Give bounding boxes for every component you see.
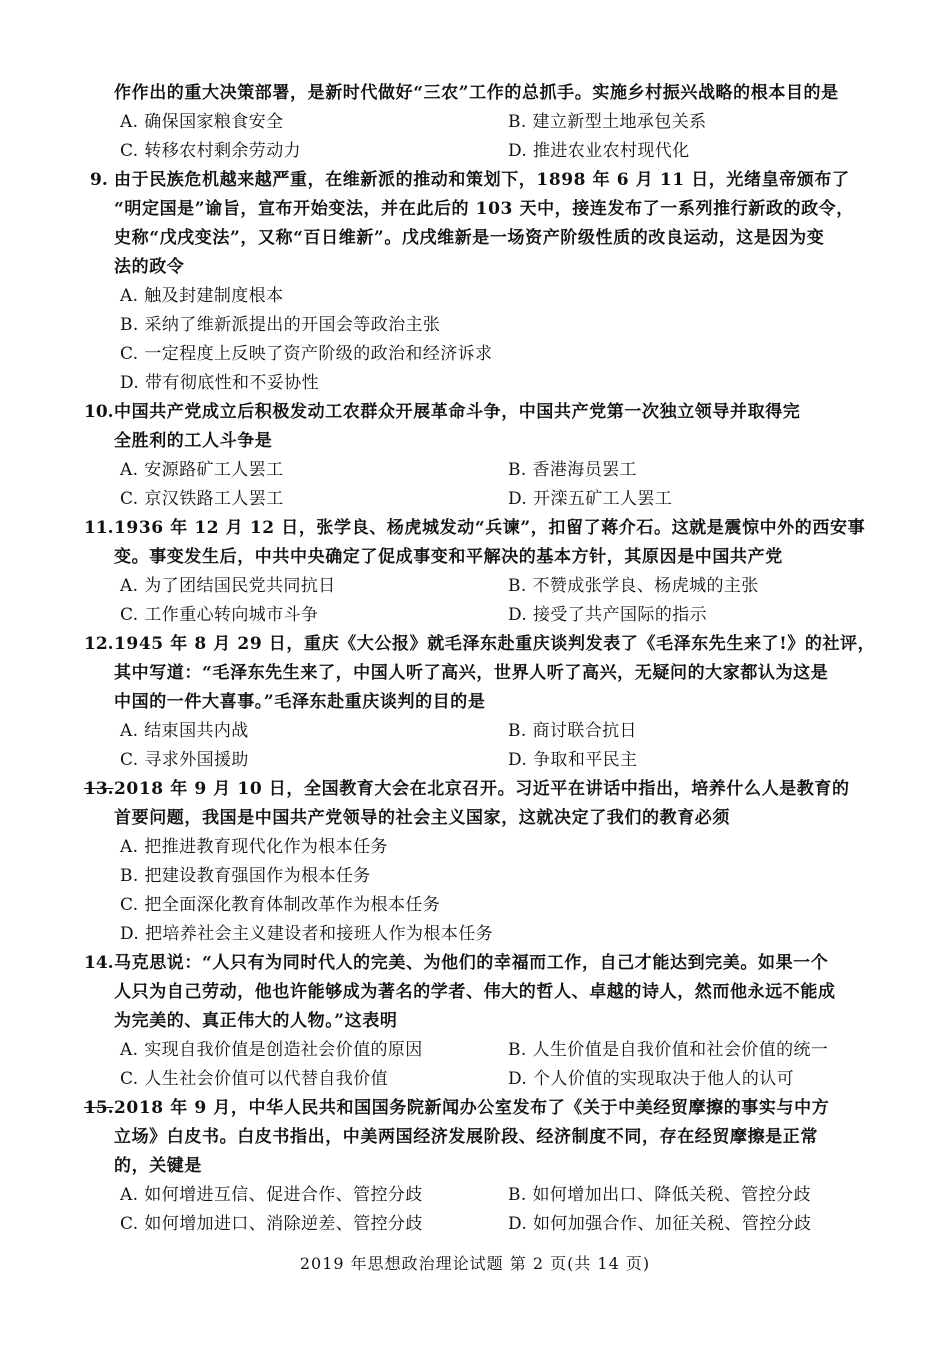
- question-stem-line: 马克思说：“人只有为同时代人的完美、为他们的幸福而工作，自己才能达到完美。如果一个: [114, 953, 829, 973]
- option-c: C. 一定程度上反映了资产阶级的政治和经济诉求: [120, 344, 493, 364]
- question-number: 13.: [84, 779, 114, 799]
- question-number: 9.: [90, 170, 108, 190]
- option-a: A. 确保国家粮食安全: [120, 112, 284, 132]
- option-d: D. 把培养社会主义建设者和接班人作为根本任务: [120, 924, 494, 944]
- option-b: B. 人生价值是自我价值和社会价值的统一: [508, 1040, 829, 1060]
- question-stem-line: 法的政令: [114, 257, 185, 277]
- option-c: C. 寻求外国援助: [120, 750, 249, 770]
- option-d: D. 如何加强合作、加征关税、管控分歧: [508, 1214, 812, 1234]
- question-stem-line: 人只为自己劳动，他也许能够成为著名的学者、伟大的哲人、卓越的诗人，然而他永远不能成: [114, 982, 836, 1002]
- question-number: 15.: [84, 1098, 114, 1118]
- question-stem-line: 作作出的重大决策部署，是新时代做好“三农”工作的总抓手。实施乡村振兴战略的根本目的是: [114, 83, 839, 103]
- option-c: C. 把全面深化教育体制改革作为根本任务: [120, 895, 441, 915]
- option-c: C. 工作重心转向城市斗争: [120, 605, 319, 625]
- option-d: D. 争取和平民主: [508, 750, 638, 770]
- question-stem-line: 其中写道：“毛泽东先生来了，中国人听了高兴，世界人听了高兴，无疑问的大家都认为这是: [114, 663, 829, 683]
- option-b: B. 建立新型土地承包关系: [508, 112, 707, 132]
- option-a: A. 如何增进互信、促进合作、管控分歧: [120, 1185, 423, 1205]
- question-stem-line: 2018 年 9 月，中华人民共和国国务院新闻办公室发布了《关于中美经贸摩擦的事实与中方: [114, 1098, 830, 1118]
- question-stem-line: 全胜利的工人斗争是: [114, 431, 273, 451]
- question-stem-line: 中国的一件大喜事。”毛泽东赴重庆谈判的目的是: [114, 692, 486, 712]
- question-stem-line: 2018 年 9 月 10 日，全国教育大会在北京召开。习近平在讲话中指出，培养什么人是教育的: [114, 779, 850, 799]
- question-stem-line: 立场》白皮书。白皮书指出，中美两国经济发展阶段、经济制度不同，存在经贸摩擦是正常: [114, 1127, 818, 1147]
- option-b: B. 香港海员罢工: [508, 460, 637, 480]
- option-d: D. 带有彻底性和不妥协性: [120, 373, 320, 393]
- option-d: D. 推进农业农村现代化: [508, 141, 690, 161]
- question-stem-line: 1945 年 8 月 29 日，重庆《大公报》就毛泽东赴重庆谈判发表了《毛泽东先生来了!》的社评，: [114, 634, 876, 654]
- question-stem-line: 1936 年 12 月 12 日，张学良、杨虎城发动“兵谏”，扣留了蒋介石。这就是震惊中外的西安事: [114, 518, 866, 538]
- question-stem-line: 的，关键是: [114, 1156, 202, 1176]
- question-stem-line: 中国共产党成立后积极发动工农群众开展革命斗争，中国共产党第一次独立领导并取得完: [114, 402, 801, 422]
- option-b: B. 不赞成张学良、杨虎城的主张: [508, 576, 759, 596]
- question-stem-line: 首要问题，我国是中国共产党领导的社会主义国家，这就决定了我们的教育必须: [114, 808, 730, 828]
- option-a: A. 实现自我价值是创造社会价值的原因: [120, 1040, 423, 1060]
- question-stem-line: “明定国是”谕旨，宣布开始变法，并在此后的 103 天中，接连发布了一系列推行新政的政令，: [114, 199, 854, 219]
- option-b: B. 商讨联合抗日: [508, 721, 637, 741]
- option-c: C. 转移农村剩余劳动力: [120, 141, 302, 161]
- option-c: C. 如何增加进口、消除逆差、管控分歧: [120, 1214, 423, 1234]
- question-stem-line: 史称“戊戌变法”，又称“百日维新”。戊戌维新是一场资产阶级性质的改良运动，这是因为变: [114, 228, 825, 248]
- option-c: C. 京汉铁路工人罢工: [120, 489, 284, 509]
- option-a: A. 把推进教育现代化作为根本任务: [120, 837, 388, 857]
- option-b: B. 把建设教育强国作为根本任务: [120, 866, 371, 886]
- question-stem-line: 变。事变发生后，中共中央确定了促成事变和平解决的基本方针，其原因是中国共产党: [114, 547, 783, 567]
- option-d: D. 开滦五矿工人罢工: [508, 489, 673, 509]
- option-a: A. 结束国共内战: [120, 721, 249, 741]
- option-a: A. 为了团结国民党共同抗日: [120, 576, 336, 596]
- question-stem-line: 为完美的、真正伟大的人物。”这表明: [114, 1011, 398, 1031]
- option-d: D. 接受了共产国际的指示: [508, 605, 708, 625]
- option-b: B. 采纳了维新派提出的开国会等政治主张: [120, 315, 441, 335]
- question-number: 12.: [84, 634, 114, 654]
- option-d: D. 个人价值的实现取决于他人的认可: [508, 1069, 795, 1089]
- option-a: A. 触及封建制度根本: [120, 286, 284, 306]
- question-number: 14.: [84, 953, 114, 973]
- question-number: 11.: [84, 518, 114, 538]
- question-stem-line: 由于民族危机越来越严重，在维新派的推动和策划下，1898 年 6 月 11 日，光绪皇帝颁布了: [114, 170, 850, 190]
- option-b: B. 如何增加出口、降低关税、管控分歧: [508, 1185, 811, 1205]
- option-c: C. 人生社会价值可以代替自我价值: [120, 1069, 389, 1089]
- page-footer: 2019 年思想政治理论试题 第 2 页(共 14 页): [299, 1254, 651, 1273]
- option-a: A. 安源路矿工人罢工: [120, 460, 284, 480]
- question-number: 10.: [84, 402, 114, 422]
